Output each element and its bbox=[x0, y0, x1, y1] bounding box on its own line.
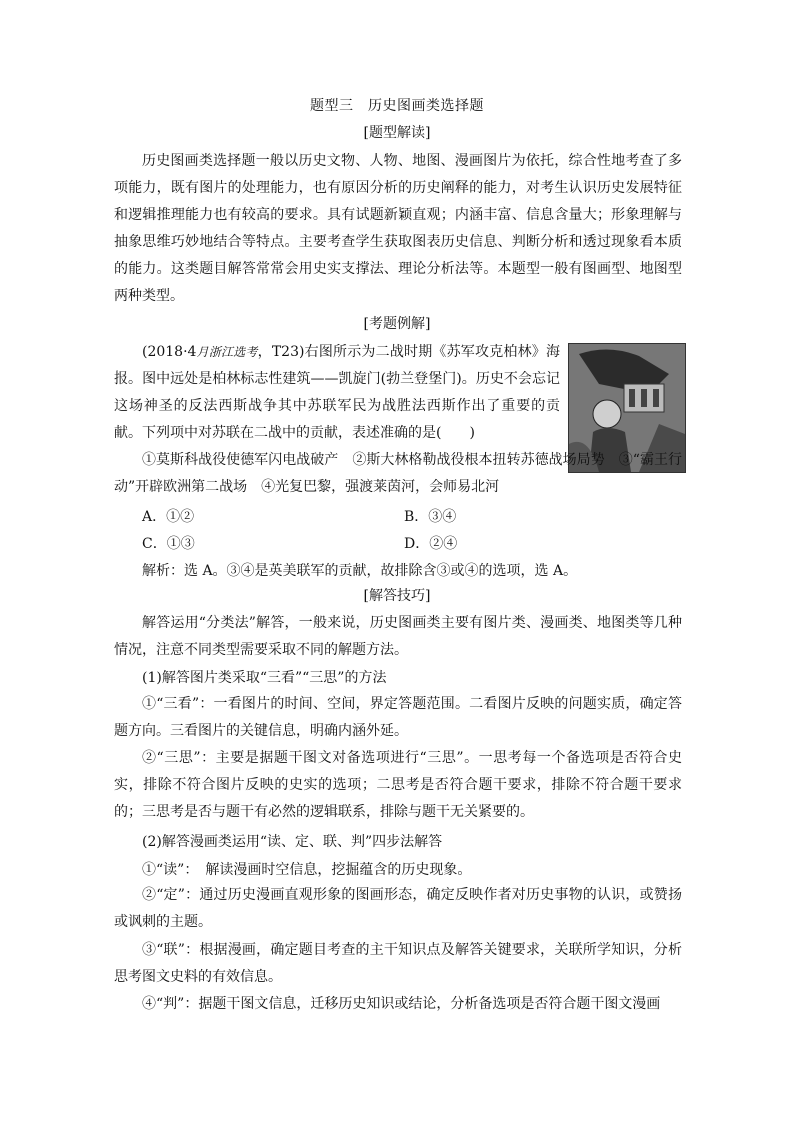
section-heading-example: [考题例解] bbox=[363, 316, 431, 332]
question-source-italic: 月浙江选考 bbox=[196, 345, 258, 359]
skills-intro: 解答运用“分类法”解答，一般来说，历史图画类主要有图片类、漫画类、地图类等几种情况，注意不同类型需要采取不同的解题方法。 bbox=[114, 615, 682, 658]
question-analysis: 解析：选 A。③④是英美联军的贡献，故排除含③或④的选项，选 A。 bbox=[142, 563, 578, 579]
page-title: 题型三 历史图画类选择题 bbox=[310, 98, 484, 114]
question-source-prefix: (2018·4 bbox=[142, 344, 197, 360]
method2-judge: ④“判”：据题干图文信息，迁移历史知识或结论，分析备选项是否符合题干图文漫画 bbox=[142, 996, 661, 1012]
interpretation-body: 历史图画类选择题一般以历史文物、人物、地图、漫画图片为依托，综合性地考查了多项能力，既有图片的处理能力，也有原因分析的历史阐释的能力，对考生认识历史发展特征和逻辑推理能力也有较高的要求。具有试题新颖直观；内涵丰富、信息含量大；形象理解与抽象思维巧妙地结合等特点。主要考查学生获取图表历史信息、判断分析和透过现象看本质的能力。这类题目解答常常会用史实支撑法、理论分析法等。本题型一般有图画型、地图型两种类型。 bbox=[114, 153, 682, 304]
method2-read: ①“读”： 解读漫画时空信息，挖掘蕴含的历史现象。 bbox=[142, 862, 472, 878]
question-body: 右图所示为二战时期《苏军攻克柏林》海报。图中远处是柏林标志性建筑——凯旋门(勃兰登堡门)。历史不会忘记这场神圣的反法西斯战争其中苏联军民为战胜法西斯作出了重要的贡献。下列项中对苏联在二战中的贡献，表述准确的是( ) bbox=[114, 344, 560, 441]
method1-three-thinks: ②“三思”：主要是据题干图文对备选项进行“三思”。一思考每一个备选项是否符合史实，排除不符合图片反映的史实的选项；二思考是否符合题干要求，排除不符合题干要求的；三思考是否与题干有必然的逻辑联系，排除与题干无关紧要的。 bbox=[114, 750, 682, 820]
method2-title: (2)解答漫画类运用“读、定、联、判”四步法解答 bbox=[142, 834, 443, 850]
option-d: D．②④ bbox=[404, 536, 458, 552]
method2-define: ②“定”：通过历史漫画直观形象的图画形态，确定反映作者对历史事物的认识，或赞扬或讽刺的主题。 bbox=[114, 887, 682, 930]
question-text bbox=[114, 339, 560, 447]
option-c: C．①③ bbox=[142, 536, 195, 552]
method1-three-looks: ①“三看”：一看图片的时间、空间，界定答题范围。二看图片反映的问题实质，确定答题方向。三看图片的关键信息，明确内涵外延。 bbox=[114, 696, 682, 739]
question-source-suffix: ，T23) bbox=[257, 344, 305, 360]
method1-title: (1)解答图片类采取“三看”“三思”的方法 bbox=[142, 670, 387, 686]
section-heading-interpretation: [题型解读] bbox=[363, 125, 431, 141]
option-b: B．③④ bbox=[404, 509, 457, 525]
question-items: ①莫斯科战役使德军闪电战破产 ②斯大林格勒战役根本扭转苏德战场局势 ③“霸王行动”开辟欧洲第二战场 ④光复巴黎，强渡莱茵河，会师易北河 bbox=[114, 452, 682, 495]
option-a: A．①② bbox=[142, 509, 195, 525]
method2-connect: ③“联”：根据漫画，确定题目考查的主干知识点及解答关键要求，关联所学知识，分析思考图文史料的有效信息。 bbox=[114, 942, 682, 985]
section-heading-skills: [解答技巧] bbox=[363, 588, 431, 604]
